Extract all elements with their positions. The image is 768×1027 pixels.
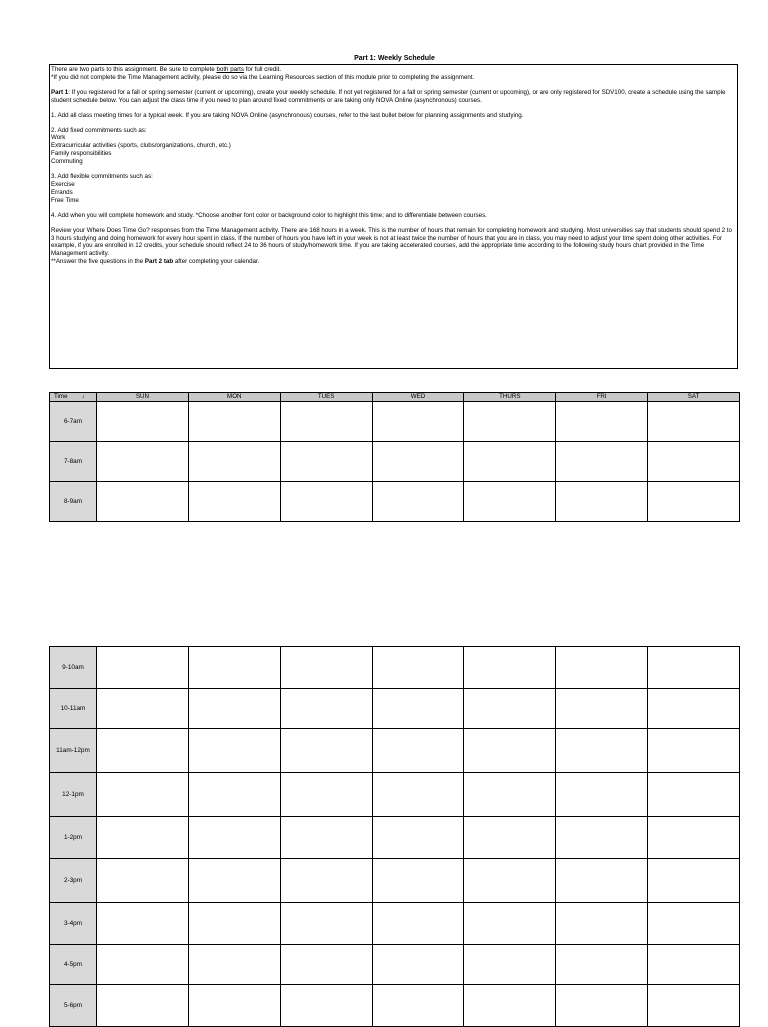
step-4: 4. Add when you will complete homework and study. *Choose another font color or background color to highlight this time; and to differentiate between courses.	[51, 211, 487, 219]
schedule-cell[interactable]	[280, 442, 372, 482]
schedule-cell[interactable]	[464, 729, 556, 773]
header-row	[50, 393, 740, 402]
schedule-cell[interactable]	[188, 903, 280, 945]
schedule-cell[interactable]	[372, 647, 464, 689]
schedule-row	[50, 773, 740, 817]
schedule-cell[interactable]	[648, 945, 740, 985]
step2-item: Commuting	[51, 158, 83, 166]
step2-item: Family responsibilities	[51, 150, 112, 158]
schedule-cell[interactable]	[188, 985, 280, 1027]
time-slot-label: 12-1pm	[50, 773, 97, 817]
schedule-cell[interactable]	[648, 903, 740, 945]
schedule-cell[interactable]	[464, 482, 556, 522]
schedule-cell[interactable]	[372, 817, 464, 859]
schedule-cell[interactable]	[188, 859, 280, 903]
schedule-cell[interactable]	[556, 647, 648, 689]
day-header: TUES	[280, 393, 372, 402]
schedule-cell[interactable]	[97, 689, 189, 729]
time-slot-label: 4-5pm	[50, 945, 97, 985]
schedule-cell[interactable]	[464, 985, 556, 1027]
schedule-cell[interactable]	[648, 859, 740, 903]
schedule-cell[interactable]	[280, 482, 372, 522]
step3-item: Exercise	[51, 180, 75, 188]
schedule-cell[interactable]	[464, 402, 556, 442]
step3-item: Errands	[51, 188, 73, 196]
schedule-cell[interactable]	[188, 442, 280, 482]
schedule-cell[interactable]	[648, 482, 740, 522]
schedule-row	[50, 945, 740, 985]
schedule-cell[interactable]	[280, 773, 372, 817]
step-2: 2. Add fixed commitments such as:	[51, 126, 147, 134]
schedule-cell[interactable]	[648, 817, 740, 859]
answer-note: **Answer the five questions in the Part 2 tab after completing your calendar.	[51, 258, 260, 266]
schedule-table-top	[49, 392, 740, 522]
schedule-cell[interactable]	[280, 729, 372, 773]
time-slot-label: 11am-12pm	[50, 729, 97, 773]
day-header: MON	[188, 393, 280, 402]
schedule-cell[interactable]	[372, 903, 464, 945]
schedule-cell[interactable]	[188, 647, 280, 689]
schedule-row	[50, 859, 740, 903]
schedule-cell[interactable]	[372, 773, 464, 817]
schedule-cell[interactable]	[464, 903, 556, 945]
schedule-cell[interactable]	[280, 903, 372, 945]
schedule-cell[interactable]	[464, 859, 556, 903]
schedule-cell[interactable]	[648, 647, 740, 689]
schedule-cell[interactable]	[556, 689, 648, 729]
time-slot-label: 8-9am	[50, 482, 97, 522]
schedule-row	[50, 647, 740, 689]
instructions-line1: There are two parts to this assignment. Be sure to complete both parts for full credit.	[51, 66, 282, 73]
schedule-cell[interactable]	[556, 945, 648, 985]
schedule-cell[interactable]	[188, 482, 280, 522]
schedule-cell[interactable]	[648, 985, 740, 1027]
schedule-cell[interactable]	[97, 402, 189, 442]
schedule-cell[interactable]	[372, 729, 464, 773]
schedule-row	[50, 903, 740, 945]
schedule-cell[interactable]	[556, 817, 648, 859]
schedule-row	[50, 442, 740, 482]
schedule-cell[interactable]	[188, 402, 280, 442]
schedule-cell[interactable]	[648, 442, 740, 482]
schedule-cell[interactable]	[556, 482, 648, 522]
schedule-cell[interactable]	[372, 482, 464, 522]
schedule-cell[interactable]	[648, 402, 740, 442]
schedule-cell[interactable]	[97, 859, 189, 903]
schedule-cell[interactable]	[97, 647, 189, 689]
schedule-cell[interactable]	[464, 773, 556, 817]
schedule-cell[interactable]	[556, 985, 648, 1027]
schedule-cell[interactable]	[188, 945, 280, 985]
schedule-cell[interactable]	[372, 945, 464, 985]
schedule-cell[interactable]	[556, 773, 648, 817]
schedule-cell[interactable]	[97, 945, 189, 985]
schedule-cell[interactable]	[556, 402, 648, 442]
schedule-cell[interactable]	[556, 442, 648, 482]
schedule-cell[interactable]	[464, 442, 556, 482]
schedule-cell[interactable]	[464, 817, 556, 859]
schedule-cell[interactable]	[188, 729, 280, 773]
schedule-cell[interactable]	[97, 985, 189, 1027]
step2-item: Extracurricular activities (sports, clubs/organizations, church, etc.)	[51, 142, 231, 150]
schedule-cell[interactable]	[97, 773, 189, 817]
schedule-cell[interactable]	[464, 647, 556, 689]
schedule-row	[50, 817, 740, 859]
schedule-row	[50, 729, 740, 773]
schedule-cell[interactable]	[372, 985, 464, 1027]
instructions-box	[49, 64, 738, 369]
day-header: WED	[372, 393, 464, 402]
step-3: 3. Add flexible commitments such as:	[51, 173, 153, 181]
time-slot-label: 1-2pm	[50, 817, 97, 859]
schedule-row	[50, 482, 740, 522]
schedule-cell[interactable]	[188, 773, 280, 817]
schedule-row	[50, 402, 740, 442]
step3-item: Free Time	[51, 196, 79, 204]
schedule-cell[interactable]	[97, 817, 189, 859]
schedule-cell[interactable]	[280, 985, 372, 1027]
schedule-cell[interactable]	[556, 859, 648, 903]
schedule-cell[interactable]	[188, 817, 280, 859]
filter-arrow-icon[interactable]: ↓	[81, 394, 85, 400]
schedule-cell[interactable]	[556, 729, 648, 773]
page-title: Part 1: Weekly Schedule	[354, 55, 435, 62]
schedule-cell[interactable]	[648, 689, 740, 729]
day-header: THURS	[464, 393, 556, 402]
schedule-cell[interactable]	[280, 859, 372, 903]
time-slot-label: 3-4pm	[50, 903, 97, 945]
step-1: 1. Add all class meeting times for a typical week. If you are taking NOVA Online (asynchronous) courses, refer to the last bullet below for planning assignments and studying.	[51, 111, 524, 119]
review-text: Review your Where Does Time Go? responses from the Time Management activity. There are 168 hours in a week. This is the number of hours that remain for completing homework and studying. Most universities say that students should spend 2 to 3 hours studying and doing homework for every hour spent in class. If the number of hours you have left in your week is not at least twice the number of hours that you are in class, you may need to adjust your time spent doing other activities. For example, if you are enrolled in 12 credits, your schedule should reflect 24 to 36 hours of study/homework time. If you are taking accelerated courses, add the appropriate time according to the following study hours chart provided in the Time Management activity.	[51, 226, 732, 258]
schedule-cell[interactable]	[372, 689, 464, 729]
schedule-cell[interactable]	[464, 689, 556, 729]
time-slot-label: 6-7am	[50, 402, 97, 442]
step2-item: Work	[51, 134, 66, 142]
schedule-cell[interactable]	[97, 729, 189, 773]
time-slot-label: 10-11am	[50, 689, 97, 729]
schedule-cell[interactable]	[648, 773, 740, 817]
day-header: SAT	[648, 393, 740, 402]
schedule-row	[50, 985, 740, 1027]
time-slot-label: 2-3pm	[50, 859, 97, 903]
part1-description: Part 1: If you registered for a fall or spring semester (current or upcoming), create your weekly schedule. If not yet registered for a fall or spring semester (current or upcoming), or are only registered for SDV100, create a schedule using the sample student schedule below. You can adjust the class time if you need to plan around fixed commitments or are taking only NOVA Online (asynchronous) courses.	[51, 88, 726, 104]
schedule-cell[interactable]	[556, 903, 648, 945]
schedule-cell[interactable]	[372, 402, 464, 442]
schedule-cell[interactable]	[188, 689, 280, 729]
schedule-cell[interactable]	[97, 903, 189, 945]
schedule-cell[interactable]	[648, 729, 740, 773]
time-slot-label: 5-6pm	[50, 985, 97, 1027]
time-header[interactable]: Time ↓	[50, 393, 97, 402]
schedule-cell[interactable]	[280, 402, 372, 442]
day-header: FRI	[556, 393, 648, 402]
schedule-table-bottom	[49, 646, 740, 1027]
schedule-cell[interactable]	[97, 442, 189, 482]
instructions-line2: *If you did not complete the Time Management activity, please do so via the Learning Resources section of this module prior to completing the assignment.	[51, 73, 475, 81]
schedule-cell[interactable]	[464, 945, 556, 985]
schedule-cell[interactable]	[372, 859, 464, 903]
time-slot-label: 9-10am	[50, 647, 97, 689]
schedule-cell[interactable]	[97, 482, 189, 522]
day-header: SUN	[97, 393, 189, 402]
schedule-cell[interactable]	[280, 945, 372, 985]
schedule-cell[interactable]	[372, 442, 464, 482]
schedule-cell[interactable]	[280, 647, 372, 689]
time-slot-label: 7-8am	[50, 442, 97, 482]
schedule-cell[interactable]	[280, 689, 372, 729]
schedule-cell[interactable]	[280, 817, 372, 859]
schedule-row	[50, 689, 740, 729]
